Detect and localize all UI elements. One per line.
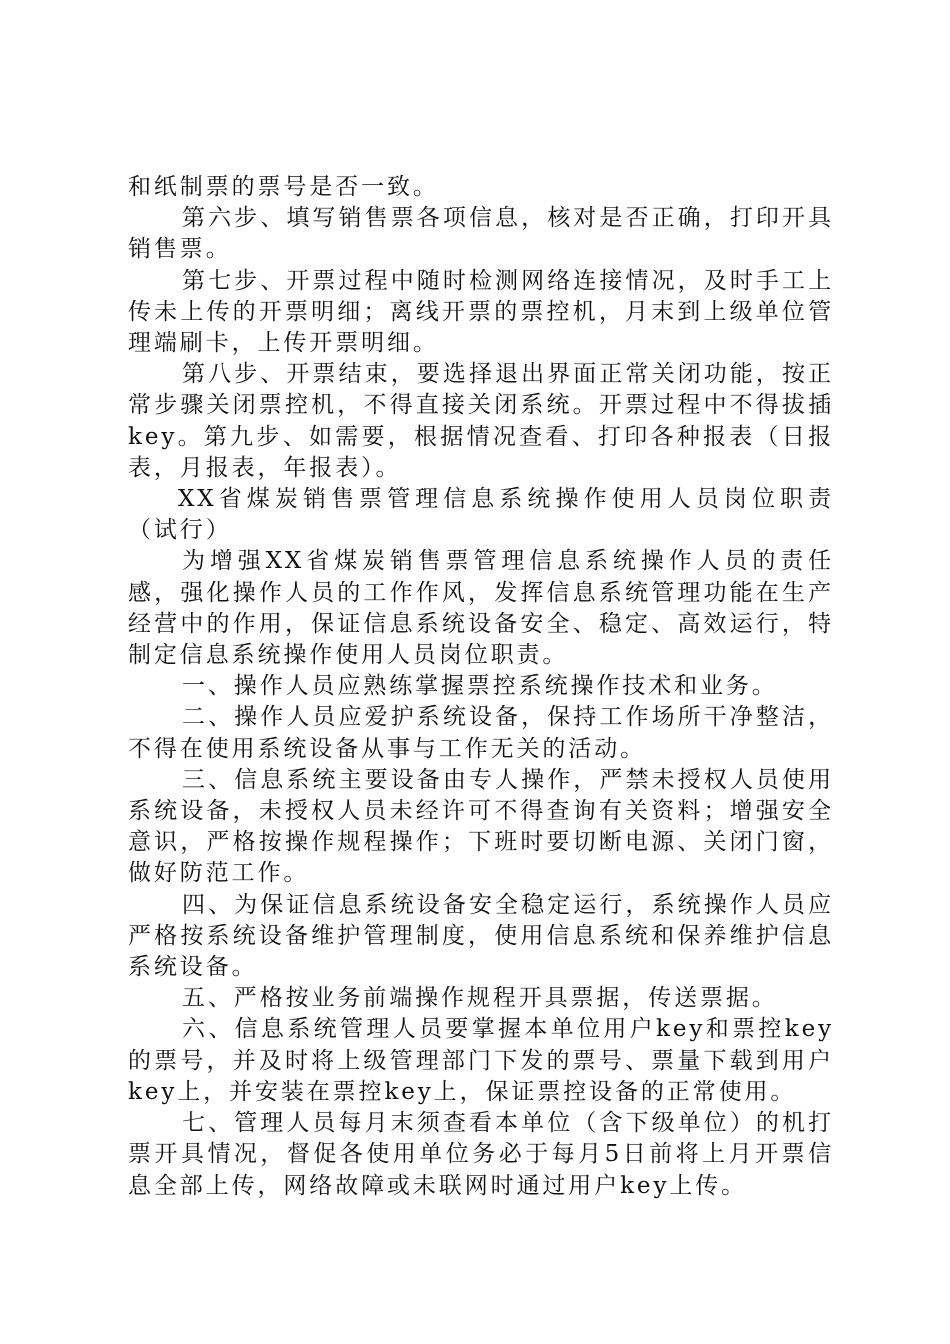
duty-item-2: 二、操作人员应爱护系统设备，保持工作场所干净整洁，不得在使用系统设备从事与工作无关的活动。: [128, 704, 834, 762]
duty-item-7: 七、管理人员每月末须查看本单位（含下级单位）的机打票开具情况，督促各使用单位务必于每月5日前将上月开票信息全部上传，网络故障或未联网时通过用户key上传。: [128, 1110, 834, 1199]
paragraph-step-seven: 第七步、开票过程中随时检测网络连接情况，及时手工上传未上传的开票明细；离线开票的票控机，月末到上级单位管理端刷卡，上传开票明细。: [128, 267, 834, 357]
duty-item-3: 三、信息系统主要设备由专人操作，严禁未授权人员使用系统设备，未授权人员未经许可不得查询有关资料；增强安全意识，严格按操作规程操作；下班时要切断电源、关闭门窗，做好防范工作。: [128, 766, 834, 887]
duty-item-6: 六、信息系统管理人员要掌握本单位用户key和票控key的票号，并及时将上级管理部门下发的票号、票量下载到用户key上，并安装在票控key上，保证票控设备的正常使用。: [128, 1016, 834, 1105]
paragraph-continuation: 和纸制票的票号是否一致。: [128, 174, 439, 200]
document-body: [128, 172, 834, 1202]
section-title: XX省煤炭销售票管理信息系统操作使用人员岗位职责（试行）: [128, 486, 834, 544]
paragraph-intro: 为增强XX省煤炭销售票管理信息系统操作人员的责任感，强化操作人员的工作作风，发挥信息系统管理功能在生产经营中的作用，保证信息系统设备安全、稳定、高效运行，特制定信息系统操作使用人员岗位职责。: [128, 548, 834, 669]
paragraph-step-six: 第六步、填写销售票各项信息，核对是否正确，打印开具销售票。: [128, 205, 834, 263]
duty-item-5: 五、严格按业务前端操作规程开具票据，传送票据。: [182, 985, 778, 1012]
paragraph-step-eight-nine: 第八步、开票结束，要选择退出界面正常关闭功能，按正常步骤关闭票控机，不得直接关闭系统。开票过程中不得拔插key。第九步、如需要，根据情况查看、打印各种报表（日报表，月报表，年报表）。: [128, 361, 834, 481]
duty-item-4: 四、为保证信息系统设备安全稳定运行，系统操作人员应严格按系统设备维护管理制度，使用信息系统和保养维护信息系统设备。: [128, 891, 834, 981]
duty-item-1: 一、操作人员应熟练掌握票控系统操作技术和业务。: [182, 673, 778, 700]
